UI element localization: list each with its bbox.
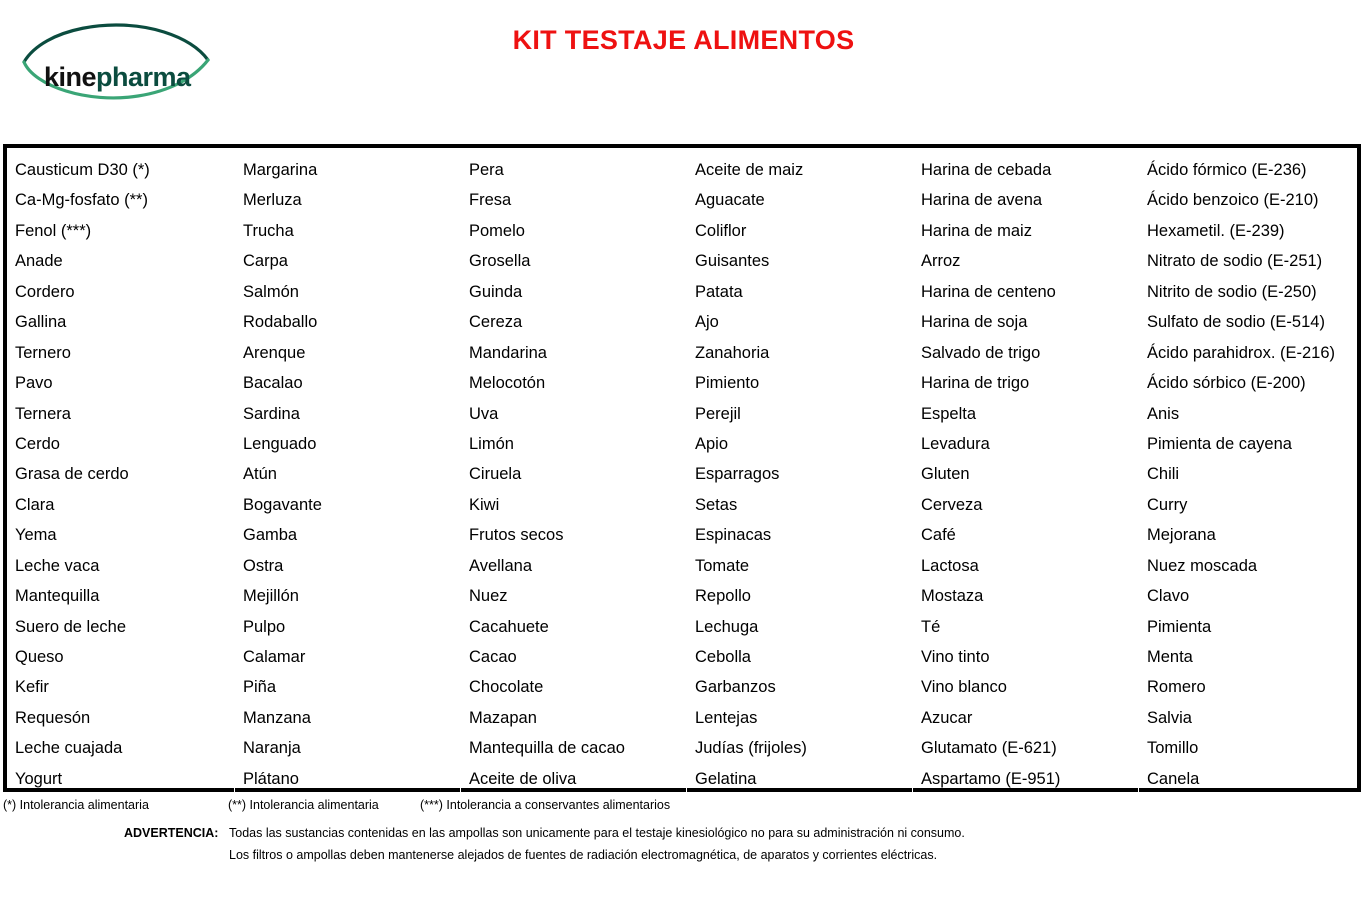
list-item: Hexametil. (E-239) (1147, 221, 1285, 240)
list-item: Bogavante (243, 495, 322, 514)
list-item: Levadura (921, 434, 990, 453)
list-item: Ca-Mg-fosfato (**) (15, 191, 148, 210)
list-item: Café (921, 526, 956, 545)
list-item: Pimiento (695, 374, 760, 393)
list-item: Nuez (469, 587, 508, 606)
list-item: Kefir (15, 678, 49, 697)
list-item: Romero (1147, 678, 1206, 697)
list-item: Lenguado (243, 434, 317, 453)
list-item: Garbanzos (695, 678, 776, 697)
list-item: Repollo (695, 587, 751, 606)
warning-block (0, 826, 1367, 872)
food-test-kit-table (3, 144, 1361, 792)
list-item: Bacalao (243, 374, 303, 393)
list-item: Patata (695, 282, 743, 301)
list-item: Arenque (243, 343, 306, 362)
list-item: Gallina (15, 313, 67, 332)
list-item: Plátano (243, 769, 299, 788)
list-item: Nitrato de sodio (E-251) (1147, 252, 1323, 271)
list-item: Harina de avena (921, 191, 1043, 210)
list-item: Nuez moscada (1147, 556, 1258, 575)
substance-column-2 (234, 155, 460, 794)
list-item: Cerdo (15, 434, 60, 453)
list-item: Grasa de cerdo (15, 465, 129, 484)
list-item: Ácido fórmico (E-236) (1147, 161, 1307, 179)
list-item: Piña (243, 678, 277, 697)
list-item: Gluten (921, 465, 970, 484)
list-item: Setas (695, 495, 738, 514)
list-item: Pomelo (469, 221, 525, 240)
list-item: Cordero (15, 282, 75, 301)
list-item: Zanahoria (695, 343, 770, 362)
list-item: Pavo (15, 374, 53, 393)
list-item: Vino tinto (921, 648, 990, 666)
list-item: Salmón (243, 282, 299, 301)
list-item: Fresa (469, 191, 512, 210)
list-item: Leche vaca (15, 556, 100, 575)
substance-column-4 (686, 155, 912, 794)
footnote-single-asterisk: (*) Intolerancia alimentaria (3, 798, 149, 812)
list-item: Limón (469, 434, 514, 453)
list-item: Coliflor (695, 221, 747, 240)
list-item: Grosella (469, 252, 531, 271)
list-item: Anade (15, 252, 63, 271)
list-item: Mazapan (469, 708, 537, 727)
list-item: Clara (15, 495, 55, 514)
list-item: Anis (1147, 404, 1180, 423)
list-item: Avellana (469, 556, 532, 575)
list-item: Cacao (469, 648, 517, 666)
list-item: Harina de cebada (921, 161, 1052, 179)
footnote-triple-asterisk: (***) Intolerancia a conservantes alimentarios (420, 798, 671, 812)
list-item: Causticum D30 (*) (15, 161, 150, 179)
list-item: Requesón (15, 708, 91, 727)
list-item: Ácido parahidrox. (E-216) (1147, 343, 1336, 362)
list-item: Azucar (921, 708, 973, 727)
list-item: Harina de maiz (921, 221, 1032, 240)
list-item: Pera (469, 161, 504, 179)
list-item: Carpa (243, 252, 288, 271)
page-title: KIT TESTAJE ALIMENTOS (512, 25, 855, 55)
list-item: Chocolate (469, 678, 544, 697)
list-item: Manzana (243, 708, 311, 727)
list-item: Mantequilla (15, 587, 100, 606)
list-item: Aceite de oliva (469, 769, 577, 788)
list-item: Aspartamo (E-951) (921, 769, 1061, 788)
footnote-double-asterisk: (**) Intolerancia alimentaria (228, 798, 379, 812)
list-item: Calamar (243, 648, 306, 666)
logo-wordmark (44, 62, 191, 93)
list-item: Kiwi (469, 495, 500, 514)
warning-text-line-1: Todas las sustancias contenidas en las ampollas son unicamente para el testaje kinesiológico no para su administración ni consumo. (229, 826, 965, 840)
list-item: Salvia (1147, 708, 1192, 727)
substance-grid (7, 148, 1357, 788)
list-item: Trucha (243, 221, 294, 240)
list-item: Yema (15, 526, 57, 545)
list-item: Ostra (243, 556, 284, 575)
list-item: Pimienta de cayena (1147, 434, 1292, 453)
page-header (0, 0, 1367, 140)
list-item: Perejil (695, 404, 741, 423)
list-item: Yogurt (15, 769, 63, 788)
warning-label: ADVERTENCIA: (124, 826, 219, 840)
list-item: Ternero (15, 343, 71, 362)
list-item: Ácido sórbico (E-200) (1147, 374, 1306, 393)
substance-column-1 (7, 155, 234, 794)
list-item: Clavo (1147, 587, 1190, 606)
list-item: Suero de leche (15, 617, 126, 636)
list-item: Harina de trigo (921, 374, 1030, 393)
list-item: Pulpo (243, 617, 286, 636)
list-item: Lactosa (921, 556, 979, 575)
list-item: Tomillo (1147, 739, 1199, 758)
list-item: Mandarina (469, 343, 547, 362)
list-item: Ácido benzoico (E-210) (1147, 191, 1319, 210)
list-item: Gamba (243, 526, 298, 545)
list-item: Judías (frijoles) (695, 739, 807, 758)
list-item: Frutos secos (469, 526, 564, 545)
footnotes-row (0, 798, 1367, 822)
list-item: Mejorana (1147, 526, 1216, 545)
list-item: Guinda (469, 282, 523, 301)
list-item: Vino blanco (921, 678, 1007, 697)
list-item: Ternera (15, 404, 71, 423)
list-item: Cereza (469, 313, 523, 332)
list-item: Atún (243, 465, 277, 484)
footer-notes (0, 798, 1367, 872)
list-item: Té (921, 617, 941, 636)
substance-column-6 (1138, 155, 1357, 794)
list-item: Sardina (243, 404, 300, 423)
list-item: Leche cuajada (15, 739, 123, 758)
list-item: Cacahuete (469, 617, 549, 636)
list-item: Apio (695, 434, 729, 453)
list-item: Uva (469, 404, 499, 423)
list-item: Sulfato de sodio (E-514) (1147, 313, 1325, 332)
list-item: Mejillón (243, 587, 299, 606)
list-item: Espinacas (695, 526, 772, 545)
list-item: Lechuga (695, 617, 759, 636)
list-item: Fenol (***) (15, 221, 92, 240)
list-item: Pimienta (1147, 617, 1212, 636)
list-item: Curry (1147, 495, 1188, 514)
logo-word-kine: kine (44, 62, 97, 92)
list-item: Rodaballo (243, 313, 318, 332)
list-item: Menta (1147, 648, 1193, 666)
list-item: Nitrito de sodio (E-250) (1147, 282, 1317, 301)
list-item: Salvado de trigo (921, 343, 1041, 362)
substance-column-3 (460, 155, 686, 794)
list-item: Glutamato (E-621) (921, 739, 1057, 758)
list-item: Canela (1147, 769, 1200, 788)
list-item: Gelatina (695, 769, 757, 788)
list-item: Cerveza (921, 495, 983, 514)
warning-text-line-2: Los filtros o ampollas deben mantenerse alejados de fuentes de radiación electromagnética, de aparatos y corrientes eléctricas. (229, 848, 938, 862)
list-item: Mantequilla de cacao (469, 739, 625, 758)
list-item: Cebolla (695, 648, 751, 666)
list-item: Harina de centeno (921, 282, 1056, 301)
substance-column-5 (912, 155, 1138, 794)
list-item: Queso (15, 648, 64, 666)
logo-word-pharma: pharma (96, 62, 191, 92)
list-item: Merluza (243, 191, 302, 210)
list-item: Margarina (243, 161, 318, 179)
list-item: Lentejas (695, 708, 758, 727)
list-item: Naranja (243, 739, 301, 758)
list-item: Aguacate (695, 191, 765, 210)
list-item: Melocotón (469, 374, 546, 393)
list-item: Mostaza (921, 587, 984, 606)
list-item: Esparragos (695, 465, 780, 484)
list-item: Arroz (921, 252, 961, 271)
list-item: Guisantes (695, 252, 770, 271)
list-item: Harina de soja (921, 313, 1028, 332)
list-item: Chili (1147, 465, 1180, 484)
list-item: Ajo (695, 313, 719, 332)
list-item: Ciruela (469, 465, 522, 484)
list-item: Tomate (695, 556, 750, 575)
list-item: Espelta (921, 404, 977, 423)
list-item: Aceite de maiz (695, 161, 804, 179)
